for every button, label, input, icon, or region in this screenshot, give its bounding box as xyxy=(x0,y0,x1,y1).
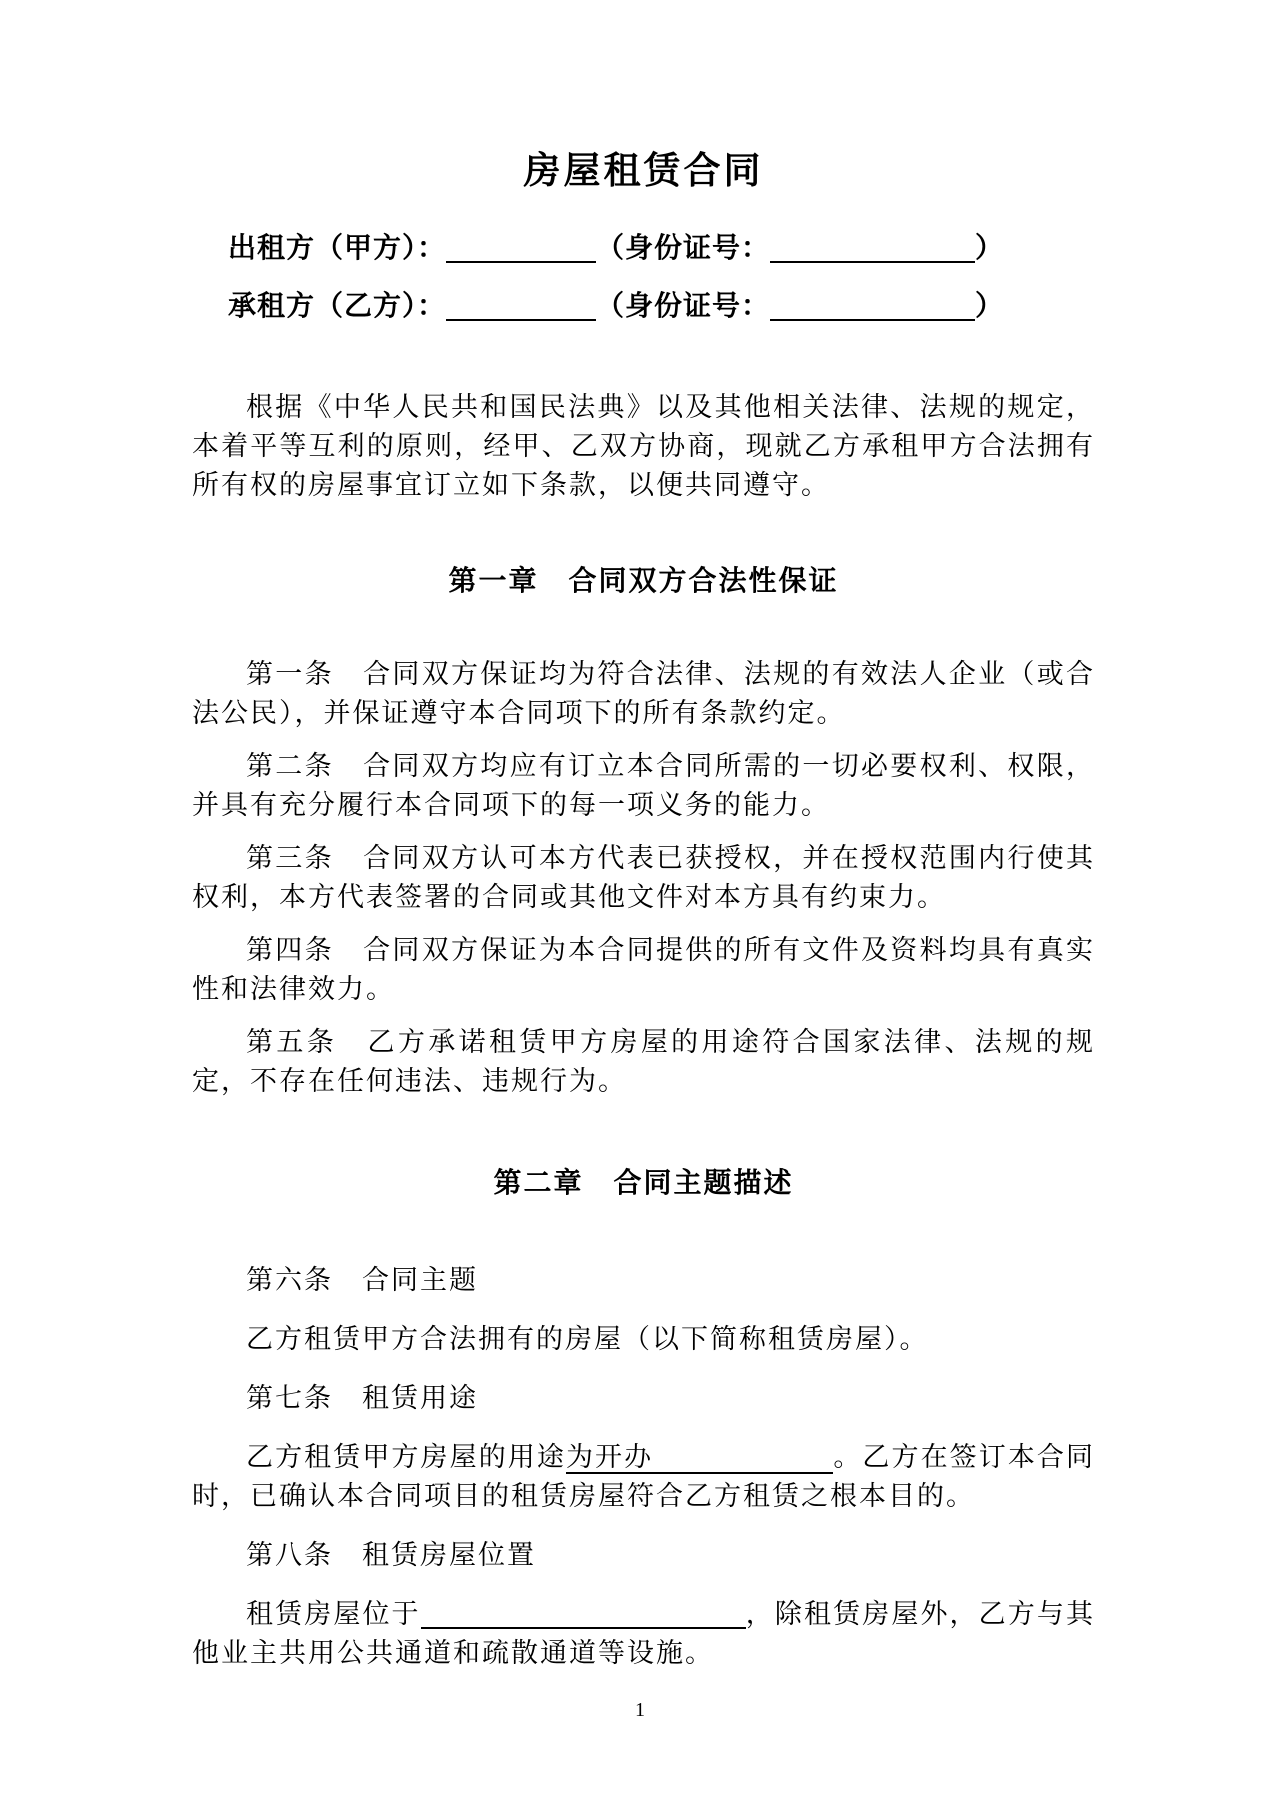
page-number: 1 xyxy=(635,1699,645,1721)
article6-body: 乙方租赁甲方合法拥有的房屋（以下简称租赁房屋）。 xyxy=(246,1324,929,1354)
article7-fill-field xyxy=(566,1442,833,1474)
lessor-id-label: （身份证号： xyxy=(596,233,771,264)
lessor-close-paren: ） xyxy=(975,233,1005,264)
article8-location-blank xyxy=(421,1600,746,1629)
chapter2-heading: 第二章 合同主题描述 xyxy=(493,1167,794,1198)
article3-paragraph: 第三条 合同双方认可本方代表已获授权，并在授权范围内行使其权利，本方代表签署的合同或其他文件对本方具有约束力。 xyxy=(192,843,1095,912)
lessee-id-label: （身份证号： xyxy=(596,291,771,322)
article8-heading: 第八条 租赁房屋位置 xyxy=(246,1540,536,1570)
article5-paragraph: 第五条 乙方承诺租赁甲方房屋的用途符合国家法律、法规的规定，不存在任何违法、违规行为。 xyxy=(192,1027,1095,1096)
party-line-lessee xyxy=(192,278,1095,336)
article8-prefix: 租赁房屋位于 xyxy=(246,1599,421,1629)
party-lessee-label: 承租方（乙方）： xyxy=(228,291,447,322)
article8-body xyxy=(192,1595,1095,1673)
article7-blank-label: 为开办 xyxy=(565,1442,654,1472)
lessee-close-paren: ） xyxy=(975,291,1005,322)
page-title: 房屋租赁合同 xyxy=(523,151,764,192)
article7-heading: 第七条 租赁用途 xyxy=(246,1383,478,1413)
lessor-name-blank xyxy=(446,233,596,263)
lessee-id-blank xyxy=(770,291,975,321)
intro-paragraph: 根据《中华人民共和国民法典》以及其他相关法律、法规的规定，本着平等互利的原则，经甲、乙双方协商，现就乙方承租甲方合法拥有所有权的房屋事宜订立如下条款，以便共同遵守。 xyxy=(192,392,1095,500)
article6-heading: 第六条 合同主题 xyxy=(246,1265,478,1295)
party-lessor-label: 出租方（甲方）： xyxy=(228,233,447,264)
article8-suffix: ，除租赁房屋外，乙方与其他业主共用公共通道和疏散通道等设施。 xyxy=(192,1599,1096,1668)
article7-prefix: 乙方租赁甲方房屋的用途 xyxy=(246,1442,566,1472)
article1-paragraph: 第一条 合同双方保证均为符合法律、法规的有效法人企业（或合法公民），并保证遵守本合同项下的所有条款约定。 xyxy=(192,659,1095,728)
party-line-lessor xyxy=(192,220,1095,278)
parties-section xyxy=(192,220,1095,336)
article7-body xyxy=(192,1438,1095,1516)
article7-suffix: 。乙方在签订本合同时，已确认本合同项目的租赁房屋符合乙方租赁之根本目的。 xyxy=(192,1442,1096,1511)
chapter1-heading: 第一章 合同双方合法性保证 xyxy=(448,565,839,596)
article4-paragraph: 第四条 合同双方保证为本合同提供的所有文件及资料均具有真实性和法律效力。 xyxy=(192,935,1095,1004)
lessor-id-blank xyxy=(770,233,975,263)
article2-paragraph: 第二条 合同双方均应有订立本合同所需的一切必要权利、权限，并具有充分履行本合同项下的每一项义务的能力。 xyxy=(192,751,1095,820)
lessee-name-blank xyxy=(446,291,596,321)
